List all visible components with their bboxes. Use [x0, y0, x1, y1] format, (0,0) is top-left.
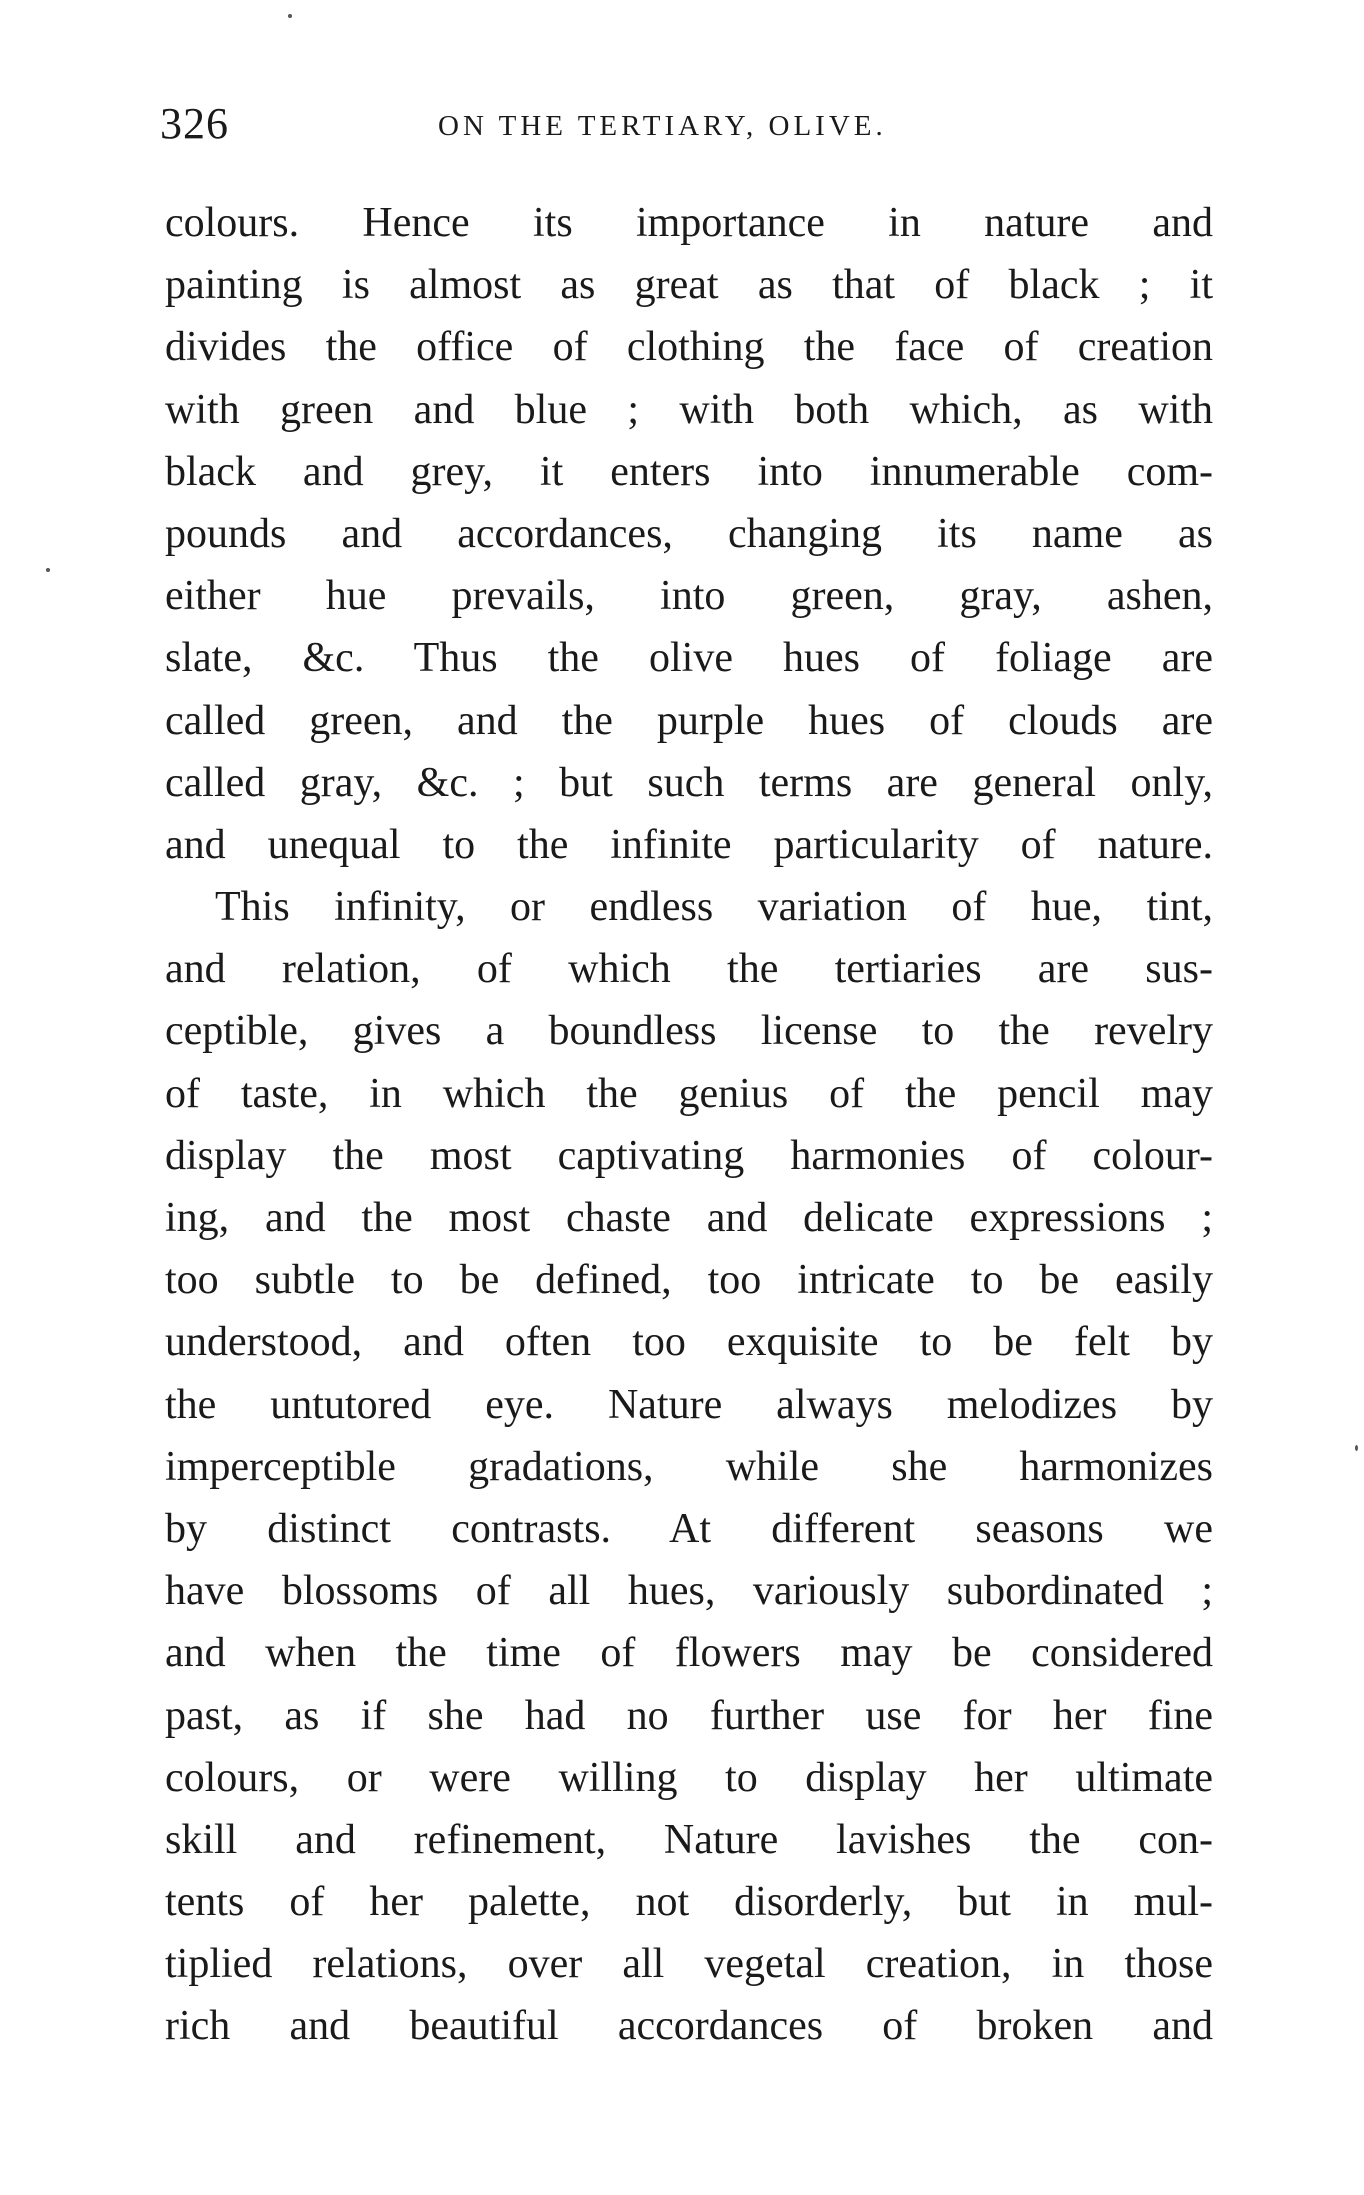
- text-line: black and grey, it enters into innumerable com-: [165, 448, 1213, 495]
- page-number: 326: [160, 99, 229, 148]
- paragraph: [165, 876, 1213, 2058]
- text-line: colours. Hence its importance in nature and: [165, 200, 1213, 246]
- text-line: of taste, in which the genius of the pencil may: [165, 1070, 1213, 1117]
- page-body: [165, 192, 1213, 2058]
- text-line: and relation, of which the tertiaries are sus-: [165, 946, 1213, 993]
- text-line: and unequal to the infinite particularity of nature.: [165, 821, 1213, 868]
- text-line: ceptible, gives a boundless license to the revelry: [165, 1008, 1213, 1055]
- text-line: painting is almost as great as that of black ; it: [165, 262, 1213, 309]
- text-line: colours, or were willing to display her ultimate: [165, 1754, 1213, 1801]
- print-speck: [1355, 1445, 1358, 1451]
- page-header: [160, 98, 1220, 148]
- text-line: either hue prevails, into green, gray, ashen,: [165, 573, 1213, 620]
- text-line: display the most captivating harmonies of colour-: [165, 1132, 1213, 1179]
- text-line: with green and blue ; with both which, as with: [165, 386, 1213, 433]
- text-line: too subtle to be defined, too intricate to be easily: [165, 1257, 1213, 1304]
- text-line: understood, and often too exquisite to be felt by: [165, 1319, 1213, 1366]
- text-line: rich and beautiful accordances of broken and: [165, 2003, 1213, 2050]
- print-speck: [288, 14, 292, 18]
- text-line: imperceptible gradations, while she harmonizes: [165, 1443, 1213, 1490]
- text-line: and when the time of flowers may be considered: [165, 1630, 1213, 1677]
- text-line: have blossoms of all hues, variously subordinated ;: [165, 1568, 1213, 1615]
- text-line: the untutored eye. Nature always melodizes by: [165, 1381, 1213, 1428]
- running-title: ON THE TERTIARY, OLIVE.: [438, 110, 887, 142]
- text-line: tents of her palette, not disorderly, but in mul-: [165, 1879, 1213, 1926]
- text-line: divides the office of clothing the face of creation: [165, 324, 1213, 371]
- text-line: past, as if she had no further use for her fine: [165, 1692, 1213, 1739]
- text-line: skill and refinement, Nature lavishes the con-: [165, 1816, 1213, 1863]
- text-line: called green, and the purple hues of clouds are: [165, 697, 1213, 744]
- text-line: called gray, &c. ; but such terms are general only,: [165, 759, 1213, 806]
- text-line: by distinct contrasts. At different seasons we: [165, 1505, 1213, 1552]
- text-line: pounds and accordances, changing its name as: [165, 510, 1213, 557]
- text-line: tiplied relations, over all vegetal creation, in those: [165, 1941, 1213, 1988]
- paragraph: [165, 192, 1213, 876]
- text-line: slate, &c. Thus the olive hues of foliage are: [165, 635, 1213, 682]
- text-line: ing, and the most chaste and delicate expressions ;: [165, 1195, 1213, 1241]
- text-line: This infinity, or endless variation of hue, tint,: [215, 884, 1213, 931]
- print-speck: [46, 568, 50, 572]
